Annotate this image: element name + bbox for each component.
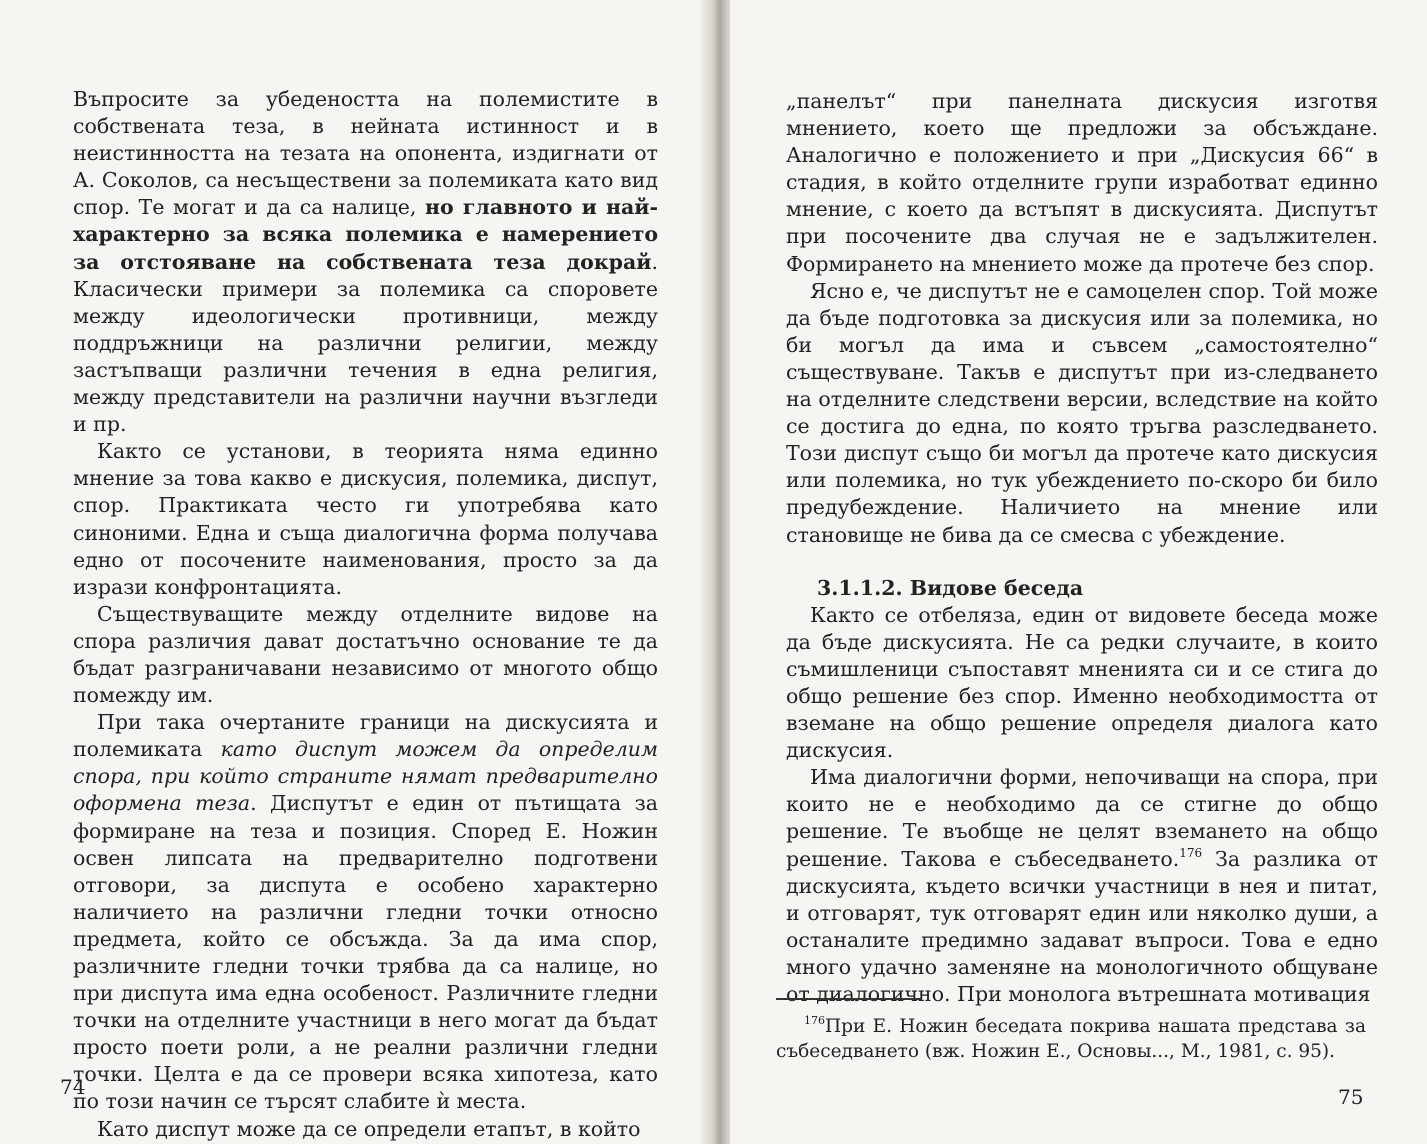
paragraph: Както се отбеляза, един от видовете беседа може да бъде дискусията. Не са редки случаите, в които съмишленици съпоставят мненията си и се стига до общо решение без спор. Именно необходимостта от вземане на общо решение определя диалога като дискусия. [786,602,1378,763]
left-page [0,0,710,1144]
paragraph [73,709,658,1115]
text-run: . Класически примери за полемика са споровете между идеологически противници, между поддръжници на различни религии, между застъпващи различни течения в една религия, между представители на различни научни възгледи и пр. [73,249,658,437]
text-run: При така очертаните граници на дискусията и полемиката [73,710,658,762]
text-run: . Диспутът е един от пътищата за формиране на теза и позиция. Според Е. Ножин освен липсата на предварително подготвени отговори, за диспута е особено характерно наличието на различни гледни точки относно предмета, който се обсъжда. За да има спор, различните гледни точки трябва да са налице, но при диспута има една особеност. Различните гледни точки на отделните участници в него могат да бъдат просто поети роли, а не реални различни гледни точки. Целта е да се провери всяка хипотеза, като по този начин се търсят слабите ѝ места. [73,791,658,1114]
section-heading: 3.1.1.2. Видове беседа [817,575,1084,600]
bold-text: но главното и най-характерно за всяка полемика е намерението за отстояване на собствената теза докрай [73,195,658,274]
footnote-text: При Е. Ножин беседата покрива нашата представа за събеседването (вж. Ножин Е., Основы..., М., 1981, с. 95). [776,1016,1366,1062]
paragraph: Както се установи, в теорията няма единно мнение за това какво е дискусия, полемика, диспут, спор. Практиката често ги употребява като синоними. Една и съща диалогична форма получава едно от посочените наименования, просто за да изрази конфронтацията. [73,439,658,599]
left-page-text [73,86,658,1143]
text-run: Има диалогични форми, непочиващи на спора, при които не е необходимо да се стигне до общо решение. Те въобще не целят вземането на общо решение. Такова е събеседването. [786,765,1378,871]
paragraph [786,764,1378,1008]
text-run: За разлика от дискусията, където всички участници в нея и питат, и отговарят, тук отговарят един или няколко души, а останалите предимно задават въпроси. Това е едно много удачно заменяне на монологичното общуване от диалогично. При монолога вътрешната мотивация [786,846,1378,1006]
footnote-reference: 176 [1179,845,1203,860]
footnote-marker: 176 [804,1014,825,1027]
right-page-text [786,88,1378,1008]
page-number: 75 [1338,1085,1364,1109]
paragraph: Като диспут може да се определи етапът, в който [97,1116,641,1141]
paragraph [73,86,658,438]
footnote-divider [776,998,922,1000]
italic-text: като диспут можем да определим спора, при който страните нямат предварително оформена теза [73,737,658,816]
footnote [776,1014,1366,1064]
text-run: Въпросите за убедеността на полемистите в собствената теза, в нейната истинност и в неистинността на тезата на опонента, издигнати от А. Соколов, са несъществени за полемиката като вид спор. Те могат и да са налице, [73,87,658,220]
paragraph: Съществуващите между отделните видове на спора различия дават достатъчно основание те да бъдат разграничавани независимо от многото общо помежду им. [73,601,658,708]
paragraph: Ясно е, че диспутът не е самоцелен спор. Той може да бъде подготовка за дискусия или за полемика, но би могъл да има и съвсем „самостоятелно“ съществуване. Такъв е диспутът при из-следването на отделните следствени версии, вследствие на който се достига до една, по която тръгва разследването. Този диспут също би могъл да протече като дискусия или полемика, но тук убеждението по-скоро би било предубеждение. Наличието на мнение или становище не бива да се смесва с убеждение. [786,278,1378,547]
paragraph: „панелът“ при панелната дискусия изготвя мнението, което ще предложи за обсъждане. Аналогично е положението и при „Дискусия 66“ в стадия, в който отделните групи изработват единно мнение, с което да встъпят в дискусията. Диспутът при посочените два случая не е задължителен. Формирането на мнението може да протече без спор. [786,89,1378,276]
right-page [730,0,1427,1144]
page-number: 74 [60,1075,86,1099]
